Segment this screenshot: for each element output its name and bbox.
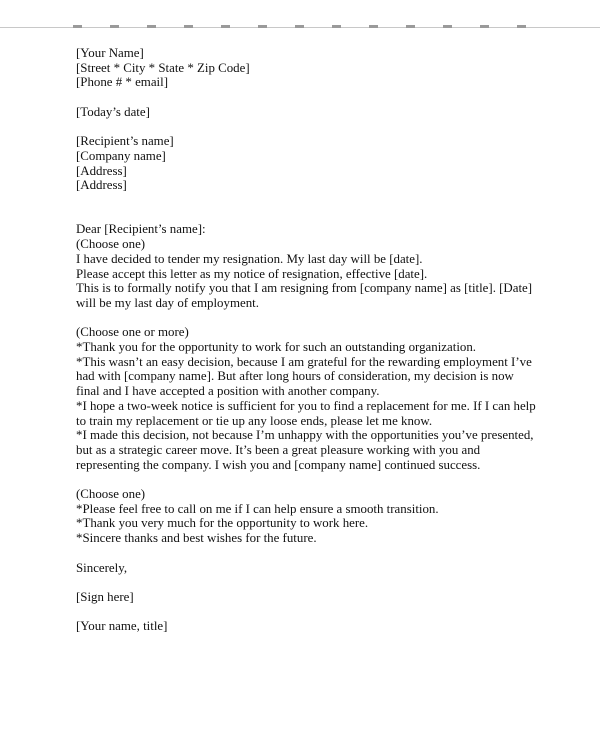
ruler-tick <box>258 25 267 28</box>
ruler-tick <box>110 25 119 28</box>
section-1-line: I have decided to tender my resignation. My last day will be [date]. <box>76 251 423 266</box>
section-2-instruction: (Choose one or more) <box>76 325 189 340</box>
signer-name-title: [Your name, title] <box>76 619 168 634</box>
section-3-instruction: (Choose one) <box>76 487 146 502</box>
section-3-line: *Thank you very much for the opportunity to work here. <box>76 516 369 531</box>
section-2-line: representing the company. I wish you and [company name] continued success. <box>76 457 481 472</box>
section-2-line: but as a strategic career move. It’s been a great pleasure working with you and <box>76 442 481 457</box>
recipient-address-1: [Address] <box>76 163 127 178</box>
section-2-line: *This wasn’t an easy decision, because I am grateful for the rewarding employment I’ve <box>76 354 532 369</box>
recipient-name: [Recipient’s name] <box>76 134 174 149</box>
section-1-line: will be my last day of employment. <box>76 295 259 310</box>
letter-date: [Today’s date] <box>76 104 150 119</box>
section-3-line: *Sincere thanks and best wishes for the future. <box>76 531 317 546</box>
section-2-line: had with [company name]. But after long hours of consideration, my decision is now <box>76 369 514 384</box>
ruler-tick <box>517 25 526 28</box>
letter-body <box>76 46 576 634</box>
section-1-line: Please accept this letter as my notice of resignation, effective [date]. <box>76 266 428 281</box>
section-2-line: *Thank you for the opportunity to work for such an outstanding organization. <box>76 340 477 354</box>
ruler-tick <box>406 25 415 28</box>
sender-street: [Street * City * State * Zip Code] <box>76 60 250 75</box>
section-2-line: final and I have accepted a position with another company. <box>76 384 380 399</box>
sender-contact: [Phone # * email] <box>76 75 169 90</box>
section-3-line: *Please feel free to call on me if I can help ensure a smooth transition. <box>76 501 439 516</box>
salutation: Dear [Recipient’s name]: <box>76 222 206 237</box>
ruler-tick <box>73 25 82 28</box>
page-ruler <box>0 27 600 31</box>
recipient-company: [Company name] <box>76 148 166 163</box>
ruler-tick <box>147 25 156 28</box>
ruler-tick <box>184 25 193 28</box>
signature-placeholder: [Sign here] <box>76 589 134 604</box>
ruler-tick <box>443 25 452 28</box>
ruler-tick <box>369 25 378 28</box>
section-1-line: This is to formally notify you that I am resigning from [company name] as [title]. [Date] <box>76 281 533 296</box>
recipient-address-2: [Address] <box>76 178 127 193</box>
section-2-line: *I hope a two-week notice is sufficient for you to find a replacement for me. If I can help <box>76 398 536 413</box>
section-2-line: to train my replacement or tie up any loose ends, please let me know. <box>76 413 433 428</box>
sender-name: [Your Name] <box>76 46 144 60</box>
closing: Sincerely, <box>76 560 128 575</box>
ruler-tick <box>221 25 230 28</box>
section-1-instruction: (Choose one) <box>76 237 146 252</box>
ruler-tick <box>480 25 489 28</box>
ruler-tick <box>295 25 304 28</box>
section-2-line: *I made this decision, not because I’m unhappy with the opportunities you’ve presented, <box>76 428 534 443</box>
ruler-tick <box>332 25 341 28</box>
